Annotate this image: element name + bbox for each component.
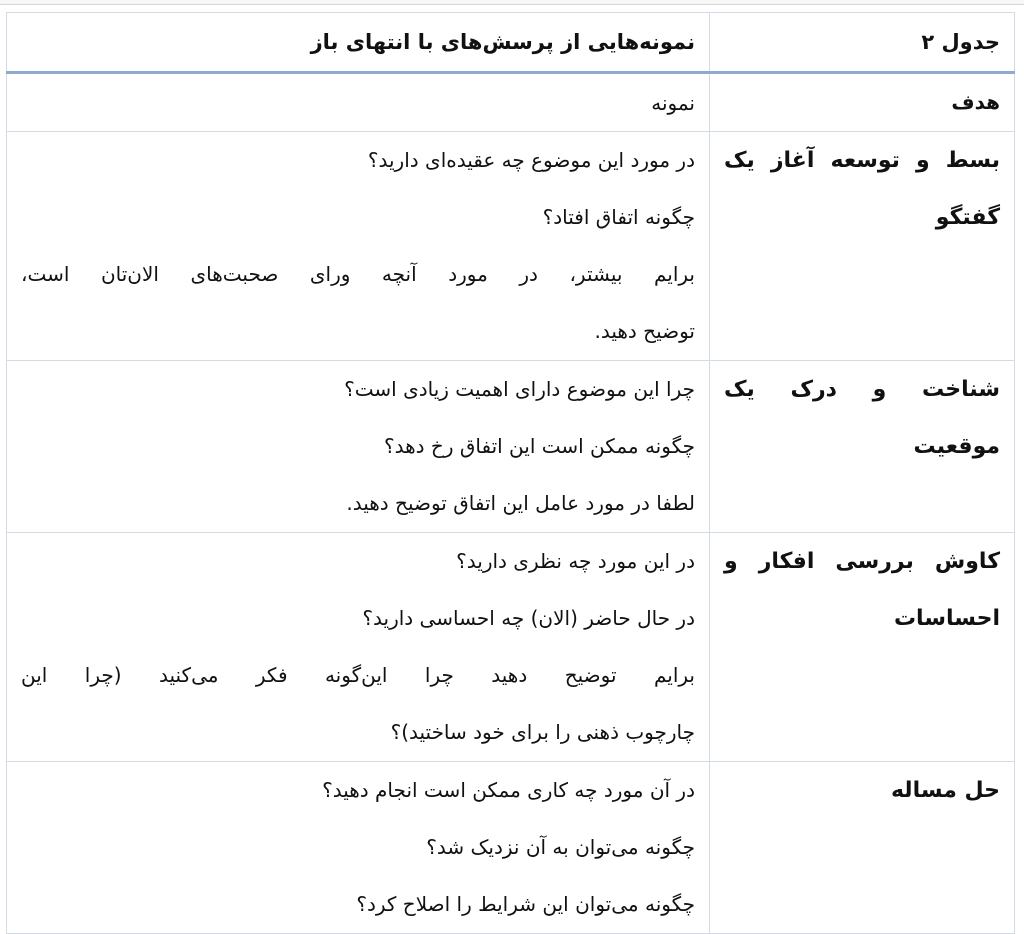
example-line: توضیح دهید.: [594, 319, 695, 343]
goal-cell: بسط و توسعه آغاز یک گفتگو: [710, 132, 1015, 361]
header-example: نمونه: [7, 73, 710, 132]
example-line: چارچوب ذهنی را برای خود ساختید)؟: [390, 720, 695, 744]
table-row: [7, 762, 1015, 934]
table-header-row: [7, 73, 1015, 132]
example-line: لطفا در مورد عامل این اتفاق توضیح دهید.: [346, 491, 695, 515]
goal-cell: شناخت و درک یک موقعیت: [710, 361, 1015, 533]
table-title-row: [7, 13, 1015, 73]
example-line: در مورد این موضوع چه عقیده‌ای دارید؟: [367, 148, 695, 172]
goal-cell: کاوش بررسی افکار و احساسات: [710, 533, 1015, 762]
example-line: چگونه می‌توان این شرایط را اصلاح کرد؟: [356, 892, 695, 916]
example-line: برایم توضیح دهید چرا این‌گونه فکر می‌کنید (چرا این: [21, 663, 695, 687]
example-line: در این مورد چه نظری دارید؟: [456, 549, 695, 573]
example-line: برایم بیشتر، در مورد آنچه ورای صحبت‌های الان‌تان است،: [21, 262, 695, 286]
example-cell: [7, 361, 710, 533]
open-questions-table: [6, 12, 1015, 934]
table-row: [7, 533, 1015, 762]
table-row: [7, 132, 1015, 361]
top-border: [0, 0, 1024, 5]
table-title: نمونه‌هایی از پرسش‌های با انتهای باز: [7, 13, 710, 73]
example-line: چگونه ممکن است این اتفاق رخ دهد؟: [383, 434, 695, 458]
example-line: در حال حاضر (الان) چه احساسی دارید؟: [362, 606, 695, 630]
example-line: چگونه اتفاق افتاد؟: [542, 205, 695, 229]
example-cell: [7, 132, 710, 361]
example-line: چگونه می‌توان به آن نزدیک شد؟: [426, 835, 695, 859]
example-cell: [7, 762, 710, 934]
header-goal: هدف: [710, 73, 1015, 132]
table-row: [7, 361, 1015, 533]
example-line: در آن مورد چه کاری ممکن است انجام دهید؟: [322, 778, 695, 802]
example-line: چرا این موضوع دارای اهمیت زیادی است؟: [344, 377, 695, 401]
table-label: جدول ۲: [710, 13, 1015, 73]
goal-cell: حل مساله: [710, 762, 1015, 934]
example-cell: [7, 533, 710, 762]
